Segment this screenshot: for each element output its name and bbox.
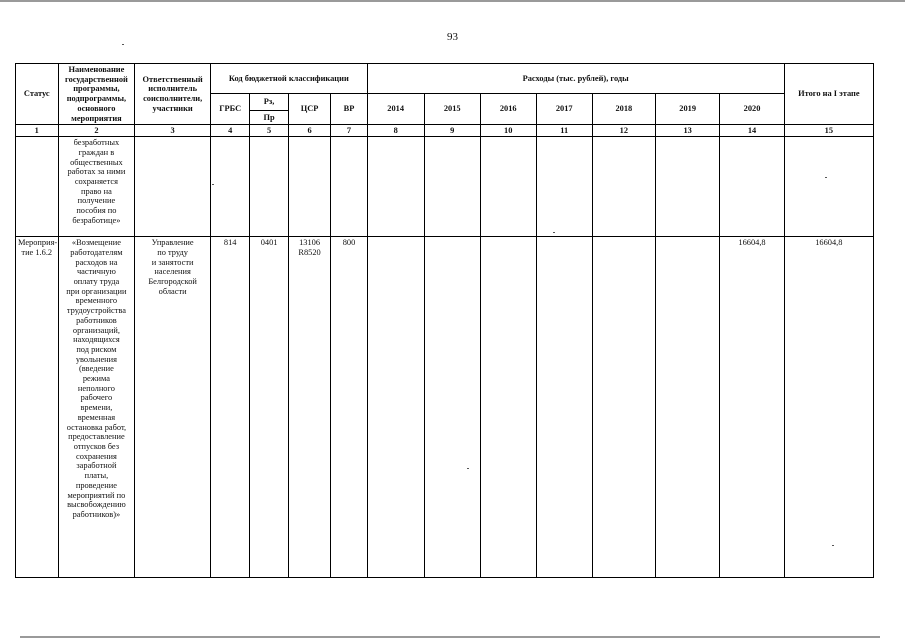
cell-vr — [331, 137, 367, 237]
cell-year-value — [367, 237, 424, 578]
cell-total: 16604,8 — [784, 237, 873, 578]
column-number: 15 — [784, 125, 873, 137]
table-row — [16, 237, 874, 578]
cell-year-value — [592, 237, 655, 578]
cell-year-value — [480, 237, 536, 578]
cell-grbs: 814 — [211, 237, 250, 578]
header-year: 2016 — [480, 94, 536, 125]
cell-year-value — [536, 237, 592, 578]
header-year: 2015 — [424, 94, 480, 125]
scan-speck — [122, 44, 124, 45]
header-rz: Рз, — [250, 94, 288, 111]
cell-year-value — [367, 137, 424, 237]
column-number: 1 — [16, 125, 59, 137]
cell-year-value — [480, 137, 536, 237]
cell-status — [16, 137, 59, 237]
cell-year-value — [720, 137, 784, 237]
cell-year-value — [424, 237, 480, 578]
cell-year-value — [424, 137, 480, 237]
column-number: 6 — [288, 125, 331, 137]
column-number: 9 — [424, 125, 480, 137]
column-number: 13 — [656, 125, 720, 137]
header-total-stage: Итого на I этапе — [784, 64, 873, 125]
header-vr: ВР — [331, 94, 367, 125]
cell-year-value — [656, 137, 720, 237]
header-expenses: Расходы (тыс. рублей), годы — [367, 64, 784, 94]
page-number: 93 — [447, 31, 458, 43]
cell-responsible: Управление по труду и занятости населения Белгородской области — [135, 237, 211, 578]
table-row — [16, 137, 874, 237]
cell-rzpr: 0401 — [250, 237, 288, 578]
cell-csr: 13106 R8520 — [288, 237, 331, 578]
header-budget-code: Код бюджетной классификации — [211, 64, 368, 94]
header-status: Статус — [16, 64, 59, 125]
page-bottom-border — [20, 636, 880, 638]
header-grbs: ГРБС — [211, 94, 250, 125]
cell-rzpr — [250, 137, 288, 237]
cell-vr: 800 — [331, 237, 367, 578]
cell-year-value — [656, 237, 720, 578]
column-number: 11 — [536, 125, 592, 137]
column-number: 3 — [135, 125, 211, 137]
column-number: 12 — [592, 125, 655, 137]
cell-csr — [288, 137, 331, 237]
header-year: 2020 — [720, 94, 784, 125]
cell-grbs — [211, 137, 250, 237]
header-program-name: Наименование государственной программы, подпрограммы, основного мероприятия — [58, 64, 135, 125]
cell-responsible — [135, 137, 211, 237]
column-number: 14 — [720, 125, 784, 137]
column-number: 7 — [331, 125, 367, 137]
header-pr: Пр — [250, 111, 288, 125]
cell-year-value — [592, 137, 655, 237]
cell-name: «Возмещение работодателям расходов на частичную оплату труда при организации временного трудоустройства работников организаций, находящихся под риском увольнения (введение режима неполного рабочего времени, временная остановка работ, предоставление отпусков без сохранения заработной платы, проведение мероприятий по высвобождению работников)» — [58, 237, 135, 578]
cell-year-value — [536, 137, 592, 237]
header-year: 2017 — [536, 94, 592, 125]
column-number: 10 — [480, 125, 536, 137]
column-number: 5 — [250, 125, 288, 137]
header-responsible: Ответственный исполнитель соисполнители, участники — [135, 64, 211, 125]
header-year: 2018 — [592, 94, 655, 125]
cell-year-value: 16604,8 — [720, 237, 784, 578]
cell-name: безработных граждан в общественных работах за ними сохраняется право на получение пособия по безработице» — [58, 137, 135, 237]
column-number: 8 — [367, 125, 424, 137]
column-number: 2 — [58, 125, 135, 137]
page-top-border — [0, 0, 905, 2]
header-year: 2019 — [656, 94, 720, 125]
cell-total — [784, 137, 873, 237]
header-csr: ЦСР — [288, 94, 331, 125]
cell-status: Мероприя- тие 1.6.2 — [16, 237, 59, 578]
column-number: 4 — [211, 125, 250, 137]
header-year: 2014 — [367, 94, 424, 125]
budget-table — [15, 63, 874, 578]
